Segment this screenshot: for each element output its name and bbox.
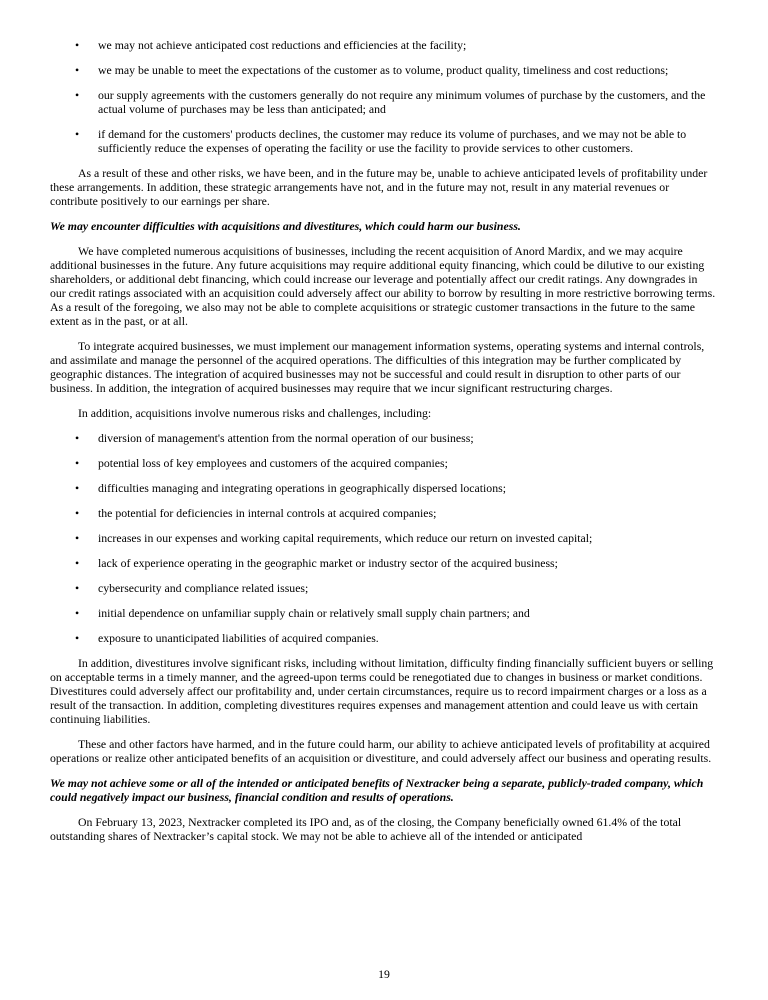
paragraph-divestitures-risks: In addition, divestitures involve significant risks, including without limitation, difficulty finding financially sufficient buyers or selling on acceptable terms in a timely manner, and the agreed-upon terms could be renegotiated due to changes in business or market conditions. Divestitures could adversely affect our profitability and, under certain circumstances, require us to record impairment charges or a loss as a result of the transaction. In addition, completing divestitures requires expenses and management attention and could leave us with certain continuing liabilities. [50,656,714,726]
list-item-text: if demand for the customers' products declines, the customer may reduce its volume of purchases, and we may not be able to sufficiently reduce the expenses of operating the facility or use the facility to provide services to other customers. [98,127,687,155]
list-item [75,38,716,52]
page-content [50,38,716,854]
list-item [75,631,716,645]
list-item-text: cybersecurity and compliance related issues; [98,581,309,595]
bullet-icon: • [75,631,80,645]
list-item-text: we may not achieve anticipated cost reductions and efficiencies at the facility; [98,38,467,52]
acquisition-risk-list [50,431,716,645]
heading-nextracker-separation: We may not achieve some or all of the intended or anticipated benefits of Nextracker being a separate, publicly-traded company, which could negatively impact our business, financial condition and results of operations. [50,776,704,804]
list-item [75,88,716,116]
paragraph-result-of-risks: As a result of these and other risks, we have been, and in the future may be, unable to achieve anticipated levels of profitability under these arrangements. In addition, these strategic arrangements have not, and in the future may not, result in any material revenues or contribute positively to our earnings per share. [50,166,708,208]
paragraph-integrate-businesses: To integrate acquired businesses, we must implement our management information systems, operating systems and internal controls, and assimilate and manage the personnel of the acquired operations. The difficulties of this integration may be further complicated by geographic distances. The integration of acquired businesses may not be successful and could result in disruption to other parts of our business. In addition, the integration of acquired businesses may require that we incur significant restructuring charges. [50,339,705,395]
list-item [75,481,716,495]
list-item-text: diversion of management's attention from the normal operation of our business; [98,431,474,445]
list-item-text: initial dependence on unfamiliar supply chain or relatively small supply chain partners; and [98,606,530,620]
bullet-icon: • [75,556,80,570]
paragraph-other-factors: These and other factors have harmed, and in the future could harm, our ability to achieve anticipated levels of profitability at acquired operations or realize other anticipated benefits of an acquisition or divestiture, and could adversely affect our business and operating results. [50,737,712,765]
list-item-text: we may be unable to meet the expectations of the customer as to volume, product quality, timeliness and cost reductions; [98,63,669,77]
list-item [75,531,716,545]
list-item-text: increases in our expenses and working capital requirements, which reduce our return on invested capital; [98,531,593,545]
list-item [75,506,716,520]
bullet-icon: • [75,127,80,141]
list-item [75,581,716,595]
paragraph-completed-acquisitions: We have completed numerous acquisitions of businesses, including the recent acquisition of Anord Mardix, and we may acquire additional businesses in the future. Any future acquisitions may require additional equity financing, which could be dilutive to our existing shareholders, or additional debt financing, which could increase our leverage and potentially affect our credit ratings. Any downgrades in our credit ratings associated with an acquisition could adversely affect our ability to borrow by resulting in more restrictive borrowing terms. As a result of the foregoing, we also may not be able to complete acquisitions or strategic customer transactions in the future to the same extent as in the past, or at all. [50,244,716,328]
list-item-text: exposure to unanticipated liabilities of acquired companies. [98,631,379,645]
bullet-icon: • [75,506,80,520]
list-item [75,63,716,77]
bullet-icon: • [75,63,80,77]
list-item [75,431,716,445]
page-number: 19 [378,967,390,981]
list-item [75,456,716,470]
list-item-text: lack of experience operating in the geographic market or industry sector of the acquired business; [98,556,558,570]
bullet-icon: • [75,531,80,545]
facility-risk-list [50,38,716,155]
list-item [75,127,716,155]
list-item [75,606,716,620]
list-item [75,556,716,570]
bullet-icon: • [75,456,80,470]
list-item-text: the potential for deficiencies in internal controls at acquired companies; [98,506,437,520]
bullet-icon: • [75,481,80,495]
bullet-icon: • [75,88,80,102]
bullet-icon: • [75,431,80,445]
paragraph-nextracker-ipo: On February 13, 2023, Nextracker completed its IPO and, as of the closing, the Company beneficially owned 61.4% of the total outstanding shares of Nextracker’s capital stock. We may not be able to achieve all of the intended or anticipated [50,815,682,843]
paragraph-risks-intro: In addition, acquisitions involve numerous risks and challenges, including: [78,406,432,420]
bullet-icon: • [75,606,80,620]
list-item-text: our supply agreements with the customers generally do not require any minimum volumes of purchase by the customers, and the actual volume of purchases may be less than anticipated; and [98,88,706,116]
bullet-icon: • [75,581,80,595]
heading-acquisitions-divestitures: We may encounter difficulties with acquisitions and divestitures, which could harm our business. [50,219,521,233]
list-item-text: potential loss of key employees and customers of the acquired companies; [98,456,448,470]
list-item-text: difficulties managing and integrating operations in geographically dispersed locations; [98,481,506,495]
bullet-icon: • [75,38,80,52]
